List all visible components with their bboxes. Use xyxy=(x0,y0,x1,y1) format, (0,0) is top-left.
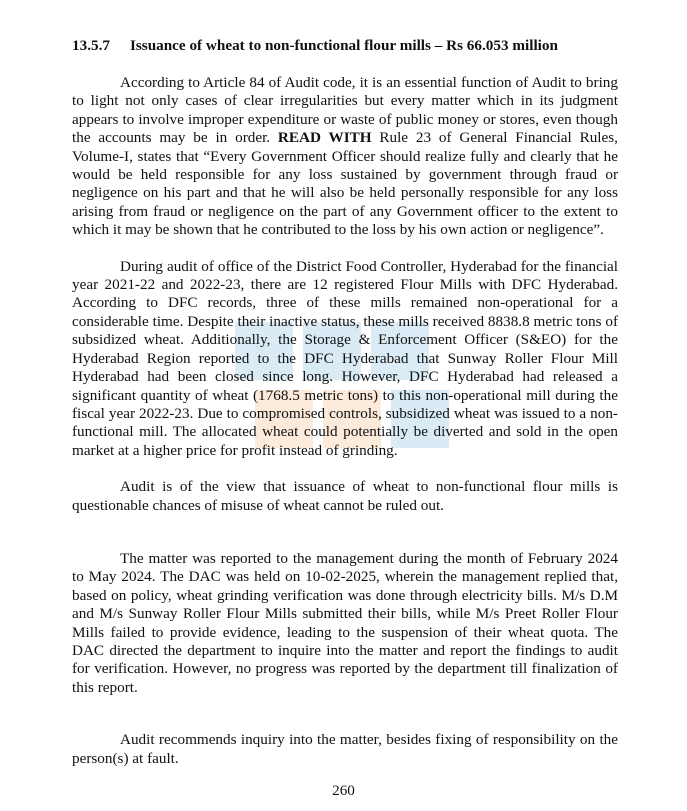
paragraph-recommendation: Audit recommends inquiry into the matter, besides fixing of responsibility on the person(s) at fault. xyxy=(72,731,618,767)
page-number: 260 xyxy=(332,782,355,799)
paragraph-1-bold: READ WITH xyxy=(277,129,372,147)
section-number: 13.5.7 xyxy=(72,37,110,54)
paragraph-audit-code xyxy=(72,74,618,240)
paragraph-management-reply: The matter was reported to the management during the month of February 2024 to May 2024. The DAC was held on 10-02-2025, wherein the management replied that, based on policy, wheat grinding verification was done through electricity bills. M/s D.M and M/s Sunway Roller Flour Mills submitted their bills, while M/s Preet Roller Flour Mills failed to provide evidence, leading to the suspension of their wheat quota. The DAC directed the department to inquire into the matter and report the findings to audit for verification. However, no progress was reported by the department till finalization of this report. xyxy=(72,549,618,696)
paragraph-1-text: According to Article 84 of Audit code, it is an essential function of Audit to bring to light not only cases of clear irregularities but every matter which in its judgment appears to involve improper expenditure or waste of public money or stores, even though the accounts may be in order. xyxy=(72,74,618,147)
paragraph-audit-view: Audit is of the view that issuance of wheat to non-functional flour mills is questionable chances of misuse of wheat cannot be ruled out. xyxy=(72,478,618,514)
section-title: Issuance of wheat to non-functional flour mills – Rs 66.053 million xyxy=(129,37,558,54)
paragraph-1-text-cont: Rule 23 of General Financial Rules, Volume-I, states that “Every Government Officer should realize fully and clearly that he would be held responsible for any loss sustained by government through fraud or negligence on his part and that he will also be held personally responsible for any loss arising from fraud or negligence on the part of any Government officer to the extent to which it may be shown that he contributed to the loss by his own action or negligence”. xyxy=(72,129,618,239)
paragraph-audit-findings: During audit of office of the District Food Controller, Hyderabad for the financial year 2021-22 and 2022-23, there are 12 registered Flour Mills with DFC Hyderabad. According to DFC records, three of these mills remained non-operational for a considerable time. Despite their inactive status, these mills received 8838.8 metric tons of subsidized wheat. Additionally, the Storage & Enforcement Officer (S&EO) for the Hyderabad Region reported to the DFC Hyderabad that Sunway Roller Flour Mill Hyderabad had been closed since long. However, DFC Hyderabad had released a significant quantity of wheat (1768.5 metric tons) to this non-operational mill during the fiscal year 2022-23. Due to compromised controls, subsidized wheat was issued to a non-functional mill. The allocated wheat could potentially be diverted and sold in the open market at a higher price for profit instead of grinding. xyxy=(72,257,618,459)
document-page xyxy=(72,36,618,768)
section-heading xyxy=(72,36,618,56)
